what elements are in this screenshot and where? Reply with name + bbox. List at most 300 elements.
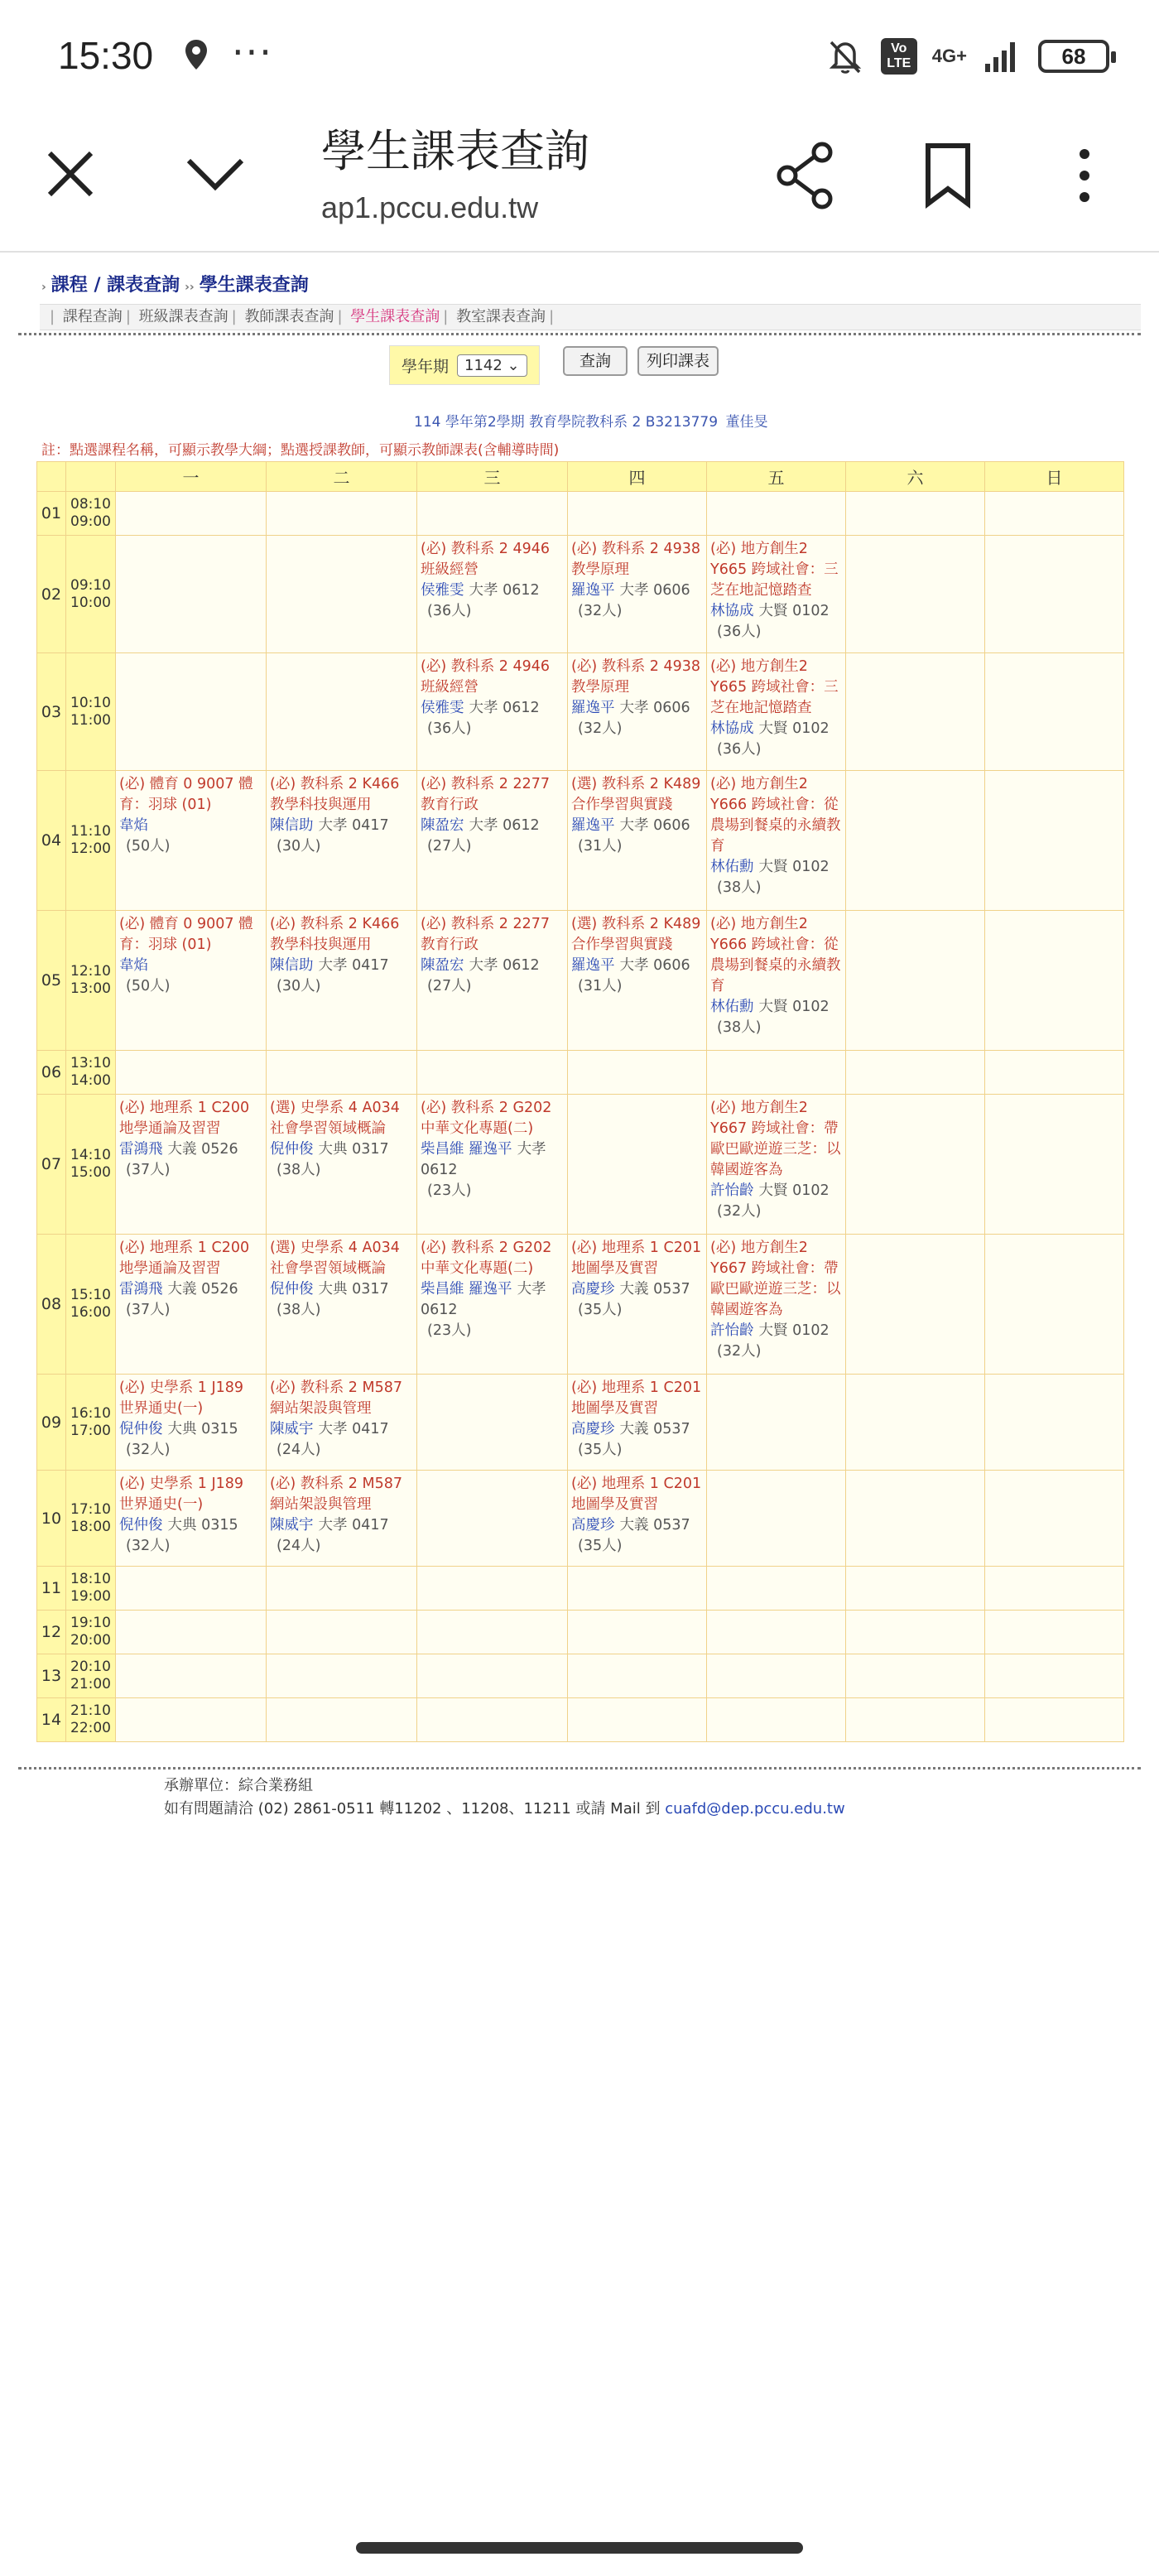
enrollment-count: (32人): [578, 720, 623, 737]
timetable-cell: [568, 492, 707, 536]
period-time: [66, 911, 116, 1051]
timetable-cell: [267, 771, 417, 911]
enrollment-count: (27人): [427, 978, 472, 994]
timetable-cell: [846, 1567, 985, 1611]
period-end: 22:00: [70, 1720, 111, 1736]
period-start: 20:10: [70, 1659, 111, 1675]
classroom: 大賢 0102: [758, 1182, 830, 1199]
period-end: 12:00: [70, 840, 111, 857]
period-number: 08: [37, 1235, 66, 1375]
timetable-cell: [267, 653, 417, 771]
enrollment-count: (32人): [717, 1203, 762, 1220]
timetable-cell: [707, 1698, 846, 1742]
teacher-link[interactable]: 倪仲俊: [119, 1517, 163, 1534]
course-name-link[interactable]: (必) 教科系 2 4946 班級經營: [421, 541, 551, 578]
timetable-cell: [267, 1698, 417, 1742]
enrollment-count: (38人): [277, 1302, 321, 1318]
timetable-cell: [707, 492, 846, 536]
day-header: 五: [707, 462, 846, 492]
timetable-cell: [116, 1698, 267, 1742]
enrollment-count: (32人): [717, 1343, 762, 1360]
teacher-link[interactable]: 高慶珍: [571, 1281, 615, 1298]
enrollment-count: (31人): [578, 838, 623, 855]
period-time: [66, 1095, 116, 1235]
period-number: 01: [37, 492, 66, 536]
teacher-link[interactable]: 羅逸平: [571, 957, 615, 974]
timetable-cell: [116, 1471, 267, 1567]
course-name-link[interactable]: (必) 教科系 2 2277 教育行政: [421, 776, 551, 813]
course-name-link[interactable]: (必) 地方創生2 Y666 跨域社會：從農場到餐桌的永續教育: [710, 916, 841, 994]
timetable-cell: [985, 1654, 1124, 1698]
period-end: 19:00: [70, 1588, 111, 1605]
timetable-cell: [707, 1051, 846, 1095]
teacher-link[interactable]: 許怡齡: [710, 1322, 754, 1339]
teacher-link[interactable]: 許怡齡: [710, 1182, 754, 1199]
timetable-cell: [846, 1698, 985, 1742]
classroom: 大孝 0417: [318, 1421, 389, 1437]
period-start: 11:10: [70, 823, 111, 840]
timetable-cell: [267, 1567, 417, 1611]
period-row: [37, 911, 1124, 1051]
timetable-cell: [985, 536, 1124, 653]
teacher-link[interactable]: 侯雅雯: [421, 700, 464, 716]
timetable-cell: [707, 911, 846, 1051]
enrollment-count: (23人): [427, 1182, 472, 1199]
classroom: 大賢 0102: [758, 720, 830, 737]
location-icon: [184, 38, 209, 71]
timetable-cell: [707, 1095, 846, 1235]
classroom: 大義 0537: [619, 1421, 690, 1437]
classroom: 大孝 0606: [619, 957, 690, 974]
teacher-link[interactable]: 陳信助: [270, 957, 314, 974]
classroom: 大典 0317: [318, 1141, 389, 1158]
course-name-link[interactable]: (必) 地方創生2 Y667 跨域社會：帶歐巴歐逆遊三芝：以韓國遊客為: [710, 1240, 841, 1318]
timetable-cell: [985, 1051, 1124, 1095]
enrollment-count: (37人): [126, 1162, 171, 1178]
tab-course-search[interactable]: 課程查詢: [62, 308, 123, 325]
breadcrumb-current: 學生課表查詢: [199, 275, 309, 296]
enrollment-count: (23人): [427, 1322, 472, 1339]
teacher-link[interactable]: 倪仲俊: [119, 1421, 163, 1437]
period-number: 11: [37, 1567, 66, 1611]
footer-org: 承辦單位：綜合業務組: [164, 1777, 313, 1794]
course-name-link[interactable]: (必) 教科系 2 G202 中華文化專題(二): [421, 1100, 552, 1137]
period-time: [66, 1375, 116, 1471]
period-end: 11:00: [70, 711, 111, 729]
classroom: 大孝 0612: [469, 700, 540, 716]
header-period: [37, 462, 66, 492]
classroom: 大孝 0606: [619, 700, 690, 716]
timetable-cell: [116, 1375, 267, 1471]
timetable-cell: [417, 1471, 568, 1567]
timetable-cell: [846, 1095, 985, 1235]
classroom: 大義 0537: [619, 1517, 690, 1534]
timetable-cell: [417, 1375, 568, 1471]
course-name-link[interactable]: (必) 地理系 1 C200 地學通論及習習: [119, 1240, 250, 1277]
timetable-cell: [707, 1567, 846, 1611]
timetable-cell: [846, 1051, 985, 1095]
timetable-cell: [267, 1471, 417, 1567]
course-name-link[interactable]: (必) 史學系 1 J189 世界通史(一): [119, 1379, 244, 1417]
close-icon[interactable]: [41, 145, 99, 203]
timetable-cell: [267, 1051, 417, 1095]
timetable-cell: [267, 1375, 417, 1471]
tab-class-timetable[interactable]: 班級課表查詢: [138, 308, 228, 325]
timetable-cell: [568, 1611, 707, 1654]
header-time: [66, 462, 116, 492]
course-name-link[interactable]: (必) 地理系 1 C200 地學通論及習習: [119, 1100, 250, 1137]
period-time: [66, 771, 116, 911]
period-row: [37, 1095, 1124, 1235]
classroom: 大典 0317: [318, 1281, 389, 1298]
enrollment-count: (31人): [578, 978, 623, 994]
teacher-link[interactable]: 柴昌維 羅逸平: [421, 1141, 512, 1158]
breadcrumb-root[interactable]: 課程 / 課表查詢: [50, 275, 180, 296]
course-name-link[interactable]: (必) 教科系 2 4938 教學原理: [571, 658, 701, 696]
classroom: 大義 0537: [619, 1281, 690, 1298]
course-name-link[interactable]: (必) 體育 0 9007 體育：羽球 (01): [119, 776, 253, 813]
period-time: [66, 1698, 116, 1742]
period-end: 14:00: [70, 1072, 111, 1089]
timetable-cell: [417, 536, 568, 653]
period-end: 18:00: [70, 1518, 111, 1535]
timetable-cell: [568, 1235, 707, 1375]
period-start: 14:10: [70, 1147, 111, 1163]
timetable-cell: [417, 492, 568, 536]
enrollment-count: (24人): [277, 1442, 321, 1458]
timetable-cell: [707, 1235, 846, 1375]
timetable-cell: [707, 771, 846, 911]
timetable-cell: [985, 492, 1124, 536]
enrollment-count: (37人): [126, 1302, 171, 1318]
timetable-cell: [417, 1654, 568, 1698]
teacher-link[interactable]: 韋焰: [119, 817, 148, 834]
course-name-link[interactable]: (必) 地方創生2 Y665 跨域社會：三芝在地記憶踏查: [710, 658, 839, 716]
course-name-link[interactable]: (必) 地理系 1 C201 地圖學及實習: [571, 1476, 702, 1513]
period-number: 13: [37, 1654, 66, 1698]
student-name: 董佳旻: [725, 414, 768, 431]
timetable-cell: [116, 1235, 267, 1375]
period-time: [66, 1235, 116, 1375]
timetable-cell: [568, 1375, 707, 1471]
timetable-cell: [116, 911, 267, 1051]
teacher-link[interactable]: 高慶珍: [571, 1517, 615, 1534]
teacher-link[interactable]: 高慶珍: [571, 1421, 615, 1437]
course-name-link[interactable]: (必) 教科系 2 2277 教育行政: [421, 916, 551, 953]
teacher-link[interactable]: 雷鴻飛: [119, 1141, 163, 1158]
course-name-link[interactable]: (必) 地理系 1 C201 地圖學及實習: [571, 1240, 702, 1277]
timetable-cell: [846, 1611, 985, 1654]
timetable-cell: [985, 1235, 1124, 1375]
teacher-link[interactable]: 陳盈宏: [421, 817, 464, 834]
chevron-down-icon[interactable]: [182, 149, 248, 199]
timetable-cell: [417, 1095, 568, 1235]
period-row: [37, 771, 1124, 911]
classroom: 大孝 0417: [318, 1517, 389, 1534]
tab-classroom-timetable[interactable]: 教室課表查詢: [456, 308, 546, 325]
course-name-link[interactable]: (必) 地方創生2 Y666 跨域社會：從農場到餐桌的永續教育: [710, 776, 841, 855]
classroom: 大孝 0612: [421, 1281, 546, 1318]
timetable-cell: [568, 536, 707, 653]
timetable-cell: [267, 536, 417, 653]
timetable-cell: [267, 1611, 417, 1654]
volte-icon: Vo LTE: [881, 38, 917, 75]
term-label: 學年期: [402, 357, 450, 376]
enrollment-count: (38人): [717, 1019, 762, 1036]
student-info: [414, 410, 767, 431]
teacher-link[interactable]: 林協成: [710, 603, 754, 619]
period-number: 09: [37, 1375, 66, 1471]
period-start: 18:10: [70, 1571, 111, 1587]
classroom: 大賢 0102: [758, 603, 830, 619]
timetable-cell: [846, 771, 985, 911]
period-time: [66, 1471, 116, 1567]
timetable-cell: [846, 1654, 985, 1698]
enrollment-count: (36人): [717, 741, 762, 758]
teacher-link[interactable]: 侯雅雯: [421, 582, 464, 599]
timetable-cell: [985, 1375, 1124, 1471]
timetable-cell: [417, 911, 568, 1051]
print-button[interactable]: 列印課表: [637, 346, 719, 376]
teacher-link[interactable]: 林協成: [710, 720, 754, 737]
timetable-cell: [568, 1698, 707, 1742]
course-name-link[interactable]: (選) 史學系 4 A034 社會學習領域概論: [270, 1100, 400, 1137]
period-time: [66, 1654, 116, 1698]
timetable-cell: [985, 1698, 1124, 1742]
course-name-link[interactable]: (必) 地理系 1 C201 地圖學及實習: [571, 1379, 702, 1417]
enrollment-count: (35人): [578, 1302, 623, 1318]
enrollment-count: (24人): [277, 1538, 321, 1554]
timetable-cell: [116, 653, 267, 771]
teacher-link[interactable]: 陳威宇: [270, 1517, 314, 1534]
timetable-cell: [985, 1471, 1124, 1567]
period-end: 16:00: [70, 1304, 111, 1321]
timetable-cell: [985, 1095, 1124, 1235]
timetable-cell: [116, 1654, 267, 1698]
timetable-cell: [985, 771, 1124, 911]
course-name-link[interactable]: (必) 體育 0 9007 體育：羽球 (01): [119, 916, 253, 953]
period-start: 09:10: [70, 576, 111, 594]
classroom: 大典 0315: [167, 1421, 238, 1437]
timetable-cell: [846, 911, 985, 1051]
course-name-link[interactable]: (必) 教科系 2 4946 班級經營: [421, 658, 551, 696]
enrollment-count: (38人): [277, 1162, 321, 1178]
sub-navigation: | 課程查詢 | 班級課表查詢 | 教師課表查詢 | 學生課表查詢 | 教室課表查詢 |: [40, 304, 1141, 330]
more-menu-icon[interactable]: [1068, 142, 1101, 209]
period-start: 21:10: [70, 1702, 111, 1719]
teacher-link[interactable]: 陳盈宏: [421, 957, 464, 974]
timetable-cell: [985, 1611, 1124, 1654]
timetable-cell: [568, 1567, 707, 1611]
teacher-link[interactable]: 韋焰: [119, 957, 148, 974]
teacher-link[interactable]: 羅逸平: [571, 817, 615, 834]
day-header: 二: [267, 462, 417, 492]
classroom: 大賢 0102: [758, 999, 830, 1015]
course-name-link[interactable]: (選) 教科系 2 K489 合作學習與實踐: [571, 776, 701, 813]
more-notifications-icon: ···: [232, 30, 273, 75]
enrollment-count: (32人): [126, 1442, 171, 1458]
period-end: 17:00: [70, 1422, 111, 1439]
home-indicator[interactable]: [356, 2542, 803, 2554]
classroom: 大孝 0606: [619, 817, 690, 834]
timetable-cell: [707, 1654, 846, 1698]
enrollment-count: (35人): [578, 1538, 623, 1554]
enrollment-count: (38人): [717, 879, 762, 896]
day-header: 六: [846, 462, 985, 492]
timetable-cell: [116, 536, 267, 653]
enrollment-count: (32人): [126, 1538, 171, 1554]
timetable-cell: [417, 1611, 568, 1654]
teacher-link[interactable]: 倪仲俊: [270, 1281, 314, 1298]
timetable-cell: [417, 1051, 568, 1095]
timetable-cell: [568, 1095, 707, 1235]
period-row: [37, 1471, 1124, 1567]
period-end: 13:00: [70, 980, 111, 997]
teacher-link[interactable]: 羅逸平: [571, 582, 615, 599]
period-time: [66, 536, 116, 653]
course-name-link[interactable]: (選) 史學系 4 A034 社會學習領域概論: [270, 1240, 400, 1277]
period-number: 12: [37, 1611, 66, 1654]
search-button[interactable]: 查詢: [563, 346, 628, 376]
day-header: 三: [417, 462, 568, 492]
bookmark-icon[interactable]: [923, 142, 973, 209]
timetable-cell: [707, 1471, 846, 1567]
timetable-cell: [568, 1654, 707, 1698]
enrollment-count: (36人): [717, 624, 762, 640]
timetable-cell: [846, 536, 985, 653]
timetable-cell: [846, 653, 985, 771]
timetable-cell: [116, 1051, 267, 1095]
period-end: 10:00: [70, 594, 111, 611]
timetable-cell: [846, 492, 985, 536]
teacher-link[interactable]: 林佑勳: [710, 859, 754, 875]
period-time: [66, 1611, 116, 1654]
timetable: [36, 461, 1124, 1742]
teacher-link[interactable]: 倪仲俊: [270, 1141, 314, 1158]
term-selector: [389, 345, 540, 385]
page-url[interactable]: ap1.pccu.edu.tw: [321, 190, 539, 224]
period-number: 06: [37, 1051, 66, 1095]
period-time: [66, 492, 116, 536]
timetable-cell: [417, 1235, 568, 1375]
course-name-link[interactable]: (必) 教科系 2 K466 教學科技與運用: [270, 916, 400, 953]
timetable-cell: [707, 1611, 846, 1654]
period-start: 10:10: [70, 694, 111, 711]
course-name-link[interactable]: (必) 教科系 2 G202 中華文化專題(二): [421, 1240, 552, 1277]
page-title: 學生課表查詢: [321, 125, 589, 177]
timetable-cell: [568, 1051, 707, 1095]
timetable-cell: [417, 653, 568, 771]
day-header: 四: [568, 462, 707, 492]
teacher-link[interactable]: 雷鴻飛: [119, 1281, 163, 1298]
classroom: 大孝 0612: [421, 1141, 546, 1178]
tab-teacher-timetable[interactable]: 教師課表查詢: [244, 308, 334, 325]
classroom: 大義 0526: [167, 1281, 238, 1298]
course-name-link[interactable]: (必) 教科系 2 4938 教學原理: [571, 541, 701, 578]
period-start: 15:10: [70, 1287, 111, 1303]
course-name-link[interactable]: (必) 地方創生2 Y665 跨域社會：三芝在地記憶踏查: [710, 541, 839, 599]
enrollment-count: (35人): [578, 1442, 623, 1458]
status-bar: [0, 0, 1159, 108]
footer-email-link[interactable]: cuafd@dep.pccu.edu.tw: [665, 1800, 845, 1818]
timetable-cell: [846, 1471, 985, 1567]
teacher-link[interactable]: 羅逸平: [571, 700, 615, 716]
timetable-cell: [116, 1567, 267, 1611]
period-start: 08:10: [70, 496, 111, 513]
course-name-link[interactable]: (必) 史學系 1 J189 世界通史(一): [119, 1476, 244, 1513]
timetable-cell: [116, 492, 267, 536]
period-start: 13:10: [70, 1055, 111, 1071]
classroom: 大典 0315: [167, 1517, 238, 1534]
timetable-cell: [985, 911, 1124, 1051]
timetable-cell: [267, 1654, 417, 1698]
enrollment-count: (30人): [277, 978, 321, 994]
course-name-link[interactable]: (必) 教科系 2 M587 網站架設與管理: [270, 1476, 402, 1513]
course-name-link[interactable]: (必) 教科系 2 M587 網站架設與管理: [270, 1379, 402, 1417]
enrollment-count: (27人): [427, 838, 472, 855]
classroom: 大孝 0606: [619, 582, 690, 599]
enrollment-count: (32人): [578, 603, 623, 619]
enrollment-count: (50人): [126, 978, 171, 994]
tab-student-timetable[interactable]: 學生課表查詢: [350, 308, 440, 325]
course-name-link[interactable]: (必) 教科系 2 K466 教學科技與運用: [270, 776, 400, 813]
share-icon[interactable]: [774, 141, 836, 211]
classroom: 大孝 0612: [469, 582, 540, 599]
footer-contact-text: 如有問題請洽 (02) 2861-0511 轉11202 、11208、11211 或請 Mail 到: [164, 1800, 661, 1818]
teacher-link[interactable]: 陳威宇: [270, 1421, 314, 1437]
classroom: 大孝 0417: [318, 817, 389, 834]
timetable-cell: [568, 911, 707, 1051]
timetable-cell: [846, 1235, 985, 1375]
period-start: 12:10: [70, 963, 111, 980]
signal-icon: [982, 36, 1023, 77]
battery-indicator: 68: [1038, 40, 1109, 73]
period-end: 09:00: [70, 513, 111, 530]
course-name-link[interactable]: (選) 教科系 2 K489 合作學習與實踐: [571, 916, 701, 953]
divider: [18, 333, 1141, 335]
enrollment-count: (36人): [427, 603, 472, 619]
teacher-link[interactable]: 柴昌維 羅逸平: [421, 1281, 512, 1298]
timetable-cell: [417, 771, 568, 911]
network-type: 4G+: [931, 46, 967, 66]
mute-bell-icon: [825, 36, 866, 77]
term-select[interactable]: 1142 ⌄: [457, 354, 527, 377]
timetable-cell: [707, 653, 846, 771]
student-info-text: 114 學年第2學期 教育學院教科系 2 B3213779: [414, 414, 719, 431]
teacher-link[interactable]: 林佑勳: [710, 999, 754, 1015]
breadcrumb: › 課程 / 課表查詢 ›› 學生課表查詢: [41, 275, 309, 296]
day-header: 日: [985, 462, 1124, 492]
timetable-cell: [707, 1375, 846, 1471]
timetable-cell: [267, 1095, 417, 1235]
period-row: [37, 1611, 1124, 1654]
period-row: [37, 492, 1124, 536]
period-row: [37, 536, 1124, 653]
period-number: 03: [37, 653, 66, 771]
period-row: [37, 1654, 1124, 1698]
classroom: 大孝 0612: [469, 817, 540, 834]
period-start: 19:10: [70, 1615, 111, 1631]
teacher-link[interactable]: 陳信助: [270, 817, 314, 834]
course-name-link[interactable]: (必) 地方創生2 Y667 跨域社會：帶歐巴歐逆遊三芝：以韓國遊客為: [710, 1100, 841, 1178]
period-time: [66, 1051, 116, 1095]
timetable-cell: [267, 1235, 417, 1375]
period-start: 16:10: [70, 1404, 111, 1422]
timetable-cell: [846, 1375, 985, 1471]
enrollment-count: (50人): [126, 838, 171, 855]
period-row: [37, 1051, 1124, 1095]
period-time: [66, 1567, 116, 1611]
